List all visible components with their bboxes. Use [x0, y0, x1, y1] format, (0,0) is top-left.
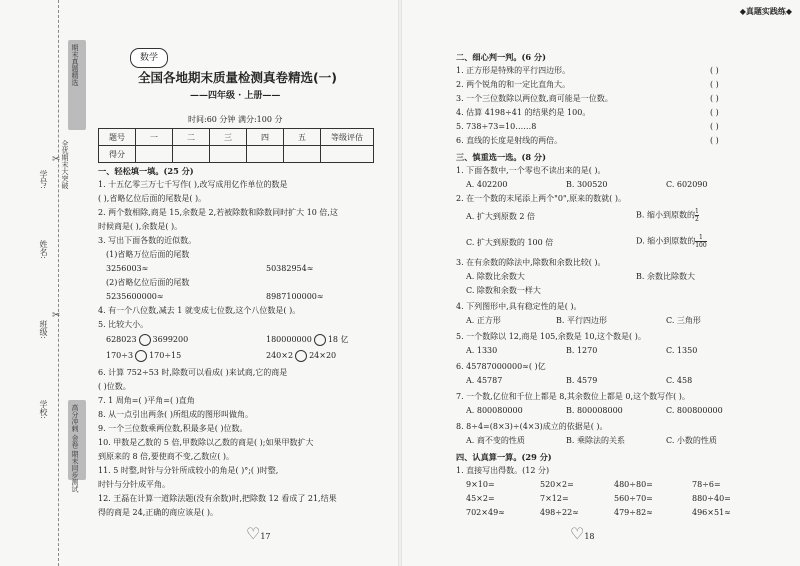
choice-7-a: A. 800080000: [466, 406, 523, 415]
choice-8-c: C. 小数的性质: [666, 436, 717, 445]
score-header-cell: 等级评估: [321, 129, 374, 146]
choice-4: 4. 下列图形中,具有稳定性的是( )。: [456, 302, 582, 311]
choice-4-b: B. 平行四边形: [556, 316, 607, 325]
calc-item: 496×51≈: [692, 508, 731, 517]
choice-2-d: [636, 234, 707, 249]
choice-6-b: B. 4579: [566, 376, 598, 385]
judge-3: 3. 一个三位数除以两位数,商可能是一位数。: [456, 94, 613, 103]
calc-item: 480÷80=: [614, 480, 653, 489]
page-number-text: 18: [584, 532, 595, 541]
choice-4-c: C. 三角形: [666, 316, 701, 325]
page-number-text: 17: [260, 532, 271, 541]
compare-row-1-right: [266, 334, 349, 346]
choice-6-c: C. 458: [666, 376, 693, 385]
score-header-cell: 五: [284, 129, 321, 146]
question-11: 11. 5 时整,时针与分针所成较小的角是( )°;( )时整,: [98, 466, 279, 475]
compare-circle[interactable]: [135, 350, 147, 362]
question-1-cont: ( ),省略亿位后面的尾数是( )。: [98, 194, 207, 203]
calc-item: 880÷40=: [692, 494, 731, 503]
score-cell[interactable]: [173, 146, 210, 163]
question-2-cont: 时候商是( ),余数是( )。: [98, 222, 183, 231]
choice-2-c: C. 扩大到原数的 100 倍: [466, 238, 554, 247]
calc-item: 9×10=: [466, 480, 495, 489]
calc-item: 45×2=: [466, 494, 495, 503]
choice-3-c: C. 除数和余数一样大: [466, 286, 541, 295]
answer-paren[interactable]: ( ): [710, 136, 719, 145]
compare-value: 180000000: [266, 335, 312, 344]
compare-value: 3699200: [152, 335, 189, 344]
page-title: 全国各地期末质量检测真卷精选(一): [138, 70, 337, 85]
score-header-cell: 一: [136, 129, 173, 146]
brand-text-1: 期末真题精选: [71, 44, 79, 86]
choice-2-d-text: D. 缩小到原数的: [636, 236, 696, 246]
judge-4: 4. 估算 4198÷41 的结果约是 100。: [456, 108, 591, 117]
question-11-cont: 时针与分针成平角。: [98, 480, 170, 489]
choice-3: 3. 在有余数的除法中,除数和余数比较( )。: [456, 258, 606, 267]
name-label: 姓名:: [39, 240, 48, 259]
choice-4-a: A. 正方形: [466, 316, 501, 325]
compare-value: 240×2: [266, 351, 294, 360]
choice-7-b: B. 800008000: [566, 406, 623, 415]
fraction: [695, 234, 706, 249]
score-cell[interactable]: [247, 146, 284, 163]
choice-2-b: [636, 208, 699, 223]
judge-6: 6. 直线的长度是射线的两倍。: [456, 136, 563, 145]
judge-5: 5. 738÷73=10……8: [456, 122, 537, 131]
choice-5-b: B. 1270: [566, 346, 598, 355]
question-7: 7. 1 周角=( )平角=( )直角: [98, 396, 195, 405]
compare-row-1-left: [106, 334, 188, 346]
choice-2: 2. 在一个数的末尾添上两个"0",原来的数就( )。: [456, 194, 626, 203]
subject-badge: 数学: [130, 48, 168, 68]
score-cell[interactable]: [136, 146, 173, 163]
score-table-header-row: [99, 129, 374, 146]
answer-paren[interactable]: ( ): [710, 94, 719, 103]
question-6-cont: ( )位数。: [98, 382, 131, 391]
section-4-heading: 四、认真算一算。(29 分): [456, 452, 552, 462]
answer-paren[interactable]: ( ): [710, 80, 719, 89]
brand-text-3: 高分冲刺 金卷 期末同步测试: [71, 404, 79, 493]
compare-value: 24×20: [309, 351, 337, 360]
question-3-num-2: 50382954≈: [266, 264, 314, 273]
choice-5-c: C. 1350: [666, 346, 698, 355]
student-id-label: 学号:: [39, 170, 48, 189]
school-label: 学校:: [39, 400, 48, 419]
score-header-cell: 三: [210, 129, 247, 146]
calc-instruction: 1. 直接写出得数。(12 分): [456, 466, 550, 475]
choice-3-b: B. 余数比除数大: [636, 272, 695, 281]
compare-row-2-left: [106, 350, 181, 362]
page-subtitle: ——四年级 · 上册——: [190, 91, 281, 101]
section-2-heading: 二、细心判一判。(6 分): [456, 52, 546, 62]
fraction: [695, 208, 699, 223]
page-number-left: [246, 524, 271, 543]
question-10: 10. 甲数是乙数的 5 倍,甲数除以乙数的商是( );如果甲数扩大: [98, 438, 314, 447]
choice-1: 1. 下面各数中,一个零也不读出来的是( )。: [456, 166, 606, 175]
question-3-sub-2: (2)省略亿位后面的尾数: [106, 278, 190, 287]
score-table: [98, 128, 374, 163]
question-3: 3. 写出下面各数的近似数。: [98, 236, 197, 245]
binding-strip: [0, 0, 88, 566]
calc-item: 7×12=: [540, 494, 569, 503]
compare-circle[interactable]: [139, 334, 151, 346]
choice-8: 8. 8÷4=(8×3)÷(4×3)成立的依据是( )。: [456, 422, 608, 431]
question-3-num-3: 5235600000≈: [106, 292, 164, 301]
fraction-numerator: 1: [699, 234, 703, 241]
choice-5-a: A. 1330: [466, 346, 498, 355]
judge-2: 2. 两个锐角的和一定比直角大。: [456, 80, 571, 89]
question-4: 4. 有一个八位数,减去 1 就变成七位数,这个八位数是( )。: [98, 306, 301, 315]
answer-paren[interactable]: ( ): [710, 66, 719, 75]
compare-value: 628023: [106, 335, 137, 344]
question-3-num-1: 3256003≈: [106, 264, 149, 273]
score-cell[interactable]: [284, 146, 321, 163]
fraction-numerator: 1: [694, 208, 699, 215]
choice-6-a: A. 45787: [466, 376, 503, 385]
score-header-cell: 四: [247, 129, 284, 146]
compare-value: 18 亿: [327, 335, 349, 344]
choice-1-b: B. 300520: [566, 180, 608, 189]
cut-line: [58, 0, 59, 566]
choice-6: 6. 45787000000≈( )亿: [456, 362, 546, 371]
compare-row-2-right: [266, 350, 336, 362]
heart-icon: ♡: [570, 524, 585, 543]
score-header-cell: 二: [173, 129, 210, 146]
compare-value: 170÷15: [149, 351, 182, 360]
section-1-heading: 一、轻松填一填。(25 分): [98, 166, 194, 176]
choice-8-b: B. 乘除法的关系: [566, 436, 625, 445]
calc-item: 560÷70=: [614, 494, 653, 503]
question-3-num-4: 8987100000≈: [266, 292, 324, 301]
scissors-icon: ✂: [52, 154, 61, 165]
score-cell[interactable]: [321, 146, 374, 163]
brand-text-2: 全优期末大突破: [61, 140, 69, 189]
heart-icon: ♡: [246, 524, 261, 543]
score-cell[interactable]: [210, 146, 247, 163]
compare-circle[interactable]: [295, 350, 307, 362]
score-row-label: 得分: [99, 146, 136, 163]
choice-2-b-text: B. 缩小到原数的: [636, 210, 695, 220]
question-10-cont: 到原来的 8 倍,要使商不变,乙数应( )。: [98, 452, 235, 461]
question-8: 8. 从一点引出两条( )所组成的图形叫做角。: [98, 410, 253, 419]
fraction-denominator: 2: [694, 216, 699, 223]
score-header-cell: 题号: [99, 129, 136, 146]
answer-paren[interactable]: ( ): [710, 108, 719, 117]
question-3-sub-1: (1)省略万位后面的尾数: [106, 250, 190, 259]
question-5: 5. 比较大小。: [98, 320, 149, 329]
section-3-heading: 三、慎重选一选。(8 分): [456, 152, 546, 162]
compare-circle[interactable]: [314, 334, 326, 346]
choice-1-c: C. 602090: [666, 180, 708, 189]
class-label: 班级:: [39, 320, 48, 339]
exam-header: [130, 48, 370, 110]
compare-value: 170÷3: [106, 351, 134, 360]
question-6: 6. 计算 752÷53 时,除数可以看成( )来试商,它的商是: [98, 368, 288, 377]
fraction-denominator: 100: [695, 242, 707, 249]
choice-8-a: A. 商不变的性质: [466, 436, 525, 445]
choice-7-c: C. 800800000: [666, 406, 723, 415]
calc-item: 479÷82≈: [614, 508, 653, 517]
calc-item: 78÷6=: [692, 480, 721, 489]
choice-5: 5. 一个数除以 12,商是 105,余数是 10,这个数是( )。: [456, 332, 646, 341]
right-page: [400, 0, 800, 566]
question-1: 1. 十五亿零三万七千写作( ),改写成用亿作单位的数是: [98, 180, 288, 189]
question-12-cont: 得的商是 24,正确的商应该是( )。: [98, 508, 219, 517]
answer-paren[interactable]: ( ): [710, 122, 719, 131]
choice-7: 7. 一个数,亿位和千位上都是 8,其余数位上都是 0,这个数写作( )。: [456, 392, 690, 401]
exam-meta: 时间:60 分钟 满分:100 分: [188, 115, 283, 124]
calc-item: 498÷22≈: [540, 508, 579, 517]
choice-3-a: A. 除数比余数大: [466, 272, 525, 281]
calc-item: 702×49≈: [466, 508, 505, 517]
choice-2-a: A. 扩大到原数 2 倍: [466, 212, 536, 221]
header-banner: ◆真题实践练◆: [739, 7, 792, 16]
score-table-score-row: [99, 146, 374, 163]
question-9: 9. 一个三位数乘两位数,积最多是( )位数。: [98, 424, 248, 433]
calc-item: 520×2=: [540, 480, 574, 489]
judge-1: 1. 正方形是特殊的平行四边形。: [456, 66, 571, 75]
scissors-icon: ✂: [52, 310, 61, 321]
choice-1-a: A. 402200: [466, 180, 508, 189]
question-2: 2. 两个数相除,商是 15,余数是 2,若被除数和除数同时扩大 10 倍,这: [98, 208, 338, 217]
page-number-right: [570, 524, 595, 543]
question-12: 12. 王磊在计算一道除法题(没有余数)时,把除数 12 看成了 21,结果: [98, 494, 337, 503]
